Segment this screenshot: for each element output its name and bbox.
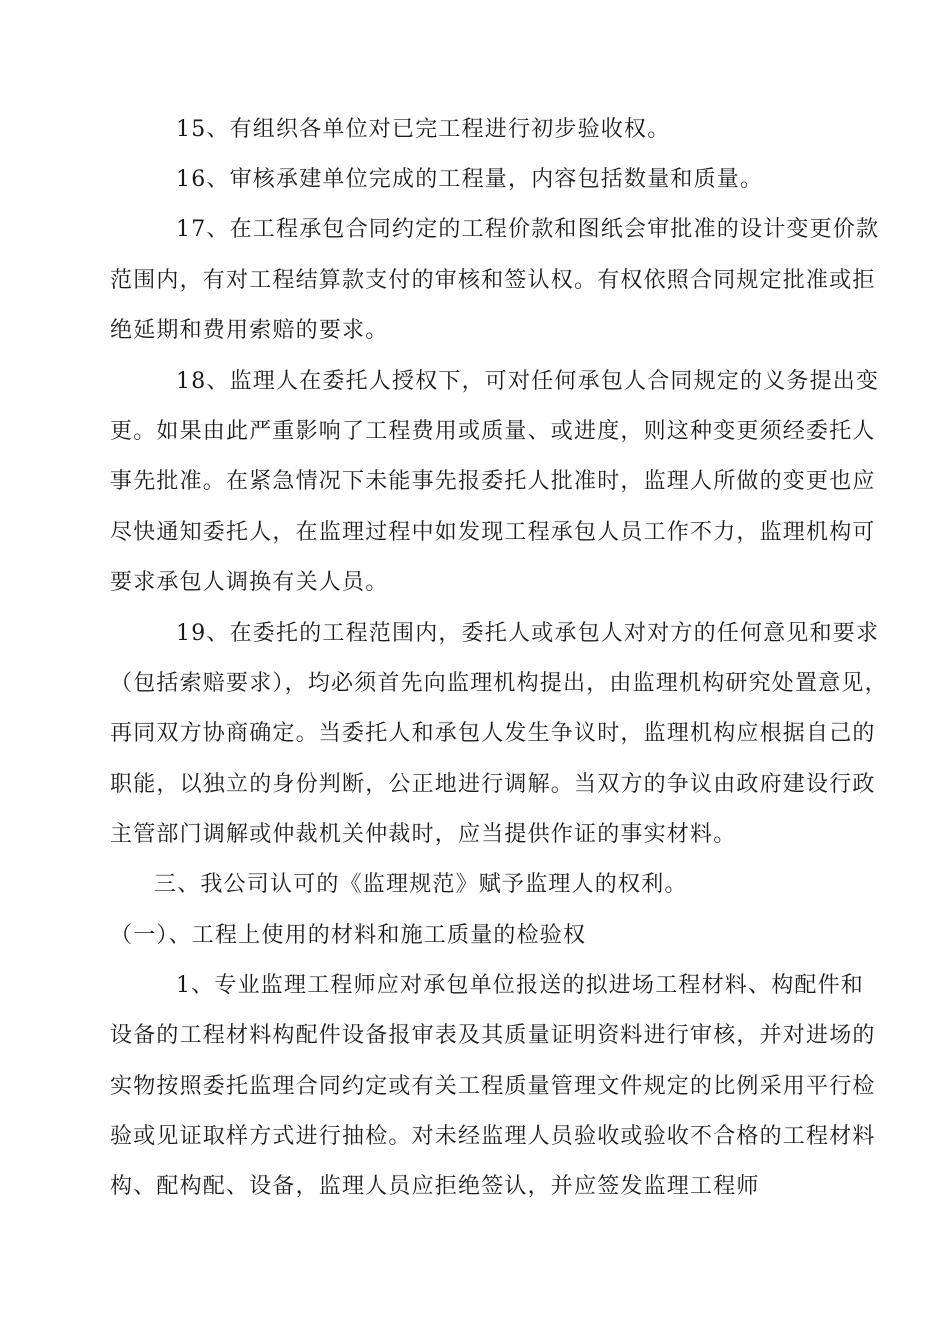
text-line: 范围内，有对工程结算款支付的审核和签认权。有权依照合同规定批准或拒 <box>110 268 876 293</box>
text-line: 1、专业监理工程师应对承包单位报送的拟进场工程材料、构配件和 <box>176 973 864 998</box>
subsection-heading: （一）、工程上使用的材料和施工质量的检验权 <box>110 923 587 948</box>
text-line: 15、有组织各单位对已完工程进行初步验收权。 <box>176 117 671 142</box>
text-line: 再同双方协商确定。当委托人和承包人发生争议时，监理机构应根据自己的 <box>110 721 876 746</box>
text-line: 设备的工程材料构配件设备报审表及其质量证明资料进行审核，并对进场的 <box>110 1023 876 1048</box>
text-line: 19、在委托的工程范围内，委托人或承包人对对方的任何意见和要求 <box>176 621 880 646</box>
text-line: 18、监理人在委托人授权下，可对任何承包人合同规定的义务提出变 <box>176 369 880 394</box>
text-line: 绝延期和费用索赔的要求。 <box>110 318 389 343</box>
text-line: 主管部门调解或仲裁机关仲裁时，应当提供作证的事实材料。 <box>110 822 737 847</box>
text-line: 实物按照委托监理合同约定或有关工程质量管理文件规定的比例采用平行检 <box>110 1074 876 1099</box>
text-line: 尽快通知委托人，在监理过程中如发现工程承包人员工作不力，监理机构可 <box>110 520 876 545</box>
text-line: （包括索赔要求），均必须首先向监理机构提出，由监理机构研究处置意见， <box>110 671 888 696</box>
text-line: 验或见证取样方式进行抽检。对未经监理人员验收或验收不合格的工程材料 <box>110 1124 876 1149</box>
text-line: 构、配构配、设备，监理人员应拒绝签认，并应签发监理工程师 <box>110 1174 760 1199</box>
text-line: 要求承包人调换有关人员。 <box>110 570 389 595</box>
section-heading: 三、我公司认可的《监理规范》赋予监理人的权利。 <box>154 872 688 897</box>
text-line: 16、审核承建单位完成的工程量，内容包括数量和质量。 <box>176 167 764 192</box>
text-line: 事先批准。在紧急情况下未能事先报委托人批准时，监理人所做的变更也应 <box>110 469 876 494</box>
text-line: 17、在工程承包合同约定的工程价款和图纸会审批准的设计变更价款 <box>176 217 880 242</box>
text-line: 职能，以独立的身份判断，公正地进行调解。当双方的争议由政府建设行政 <box>110 772 876 797</box>
text-line: 更。如果由此严重影响了工程费用或质量、或进度，则这种变更须经委托人 <box>110 419 876 444</box>
